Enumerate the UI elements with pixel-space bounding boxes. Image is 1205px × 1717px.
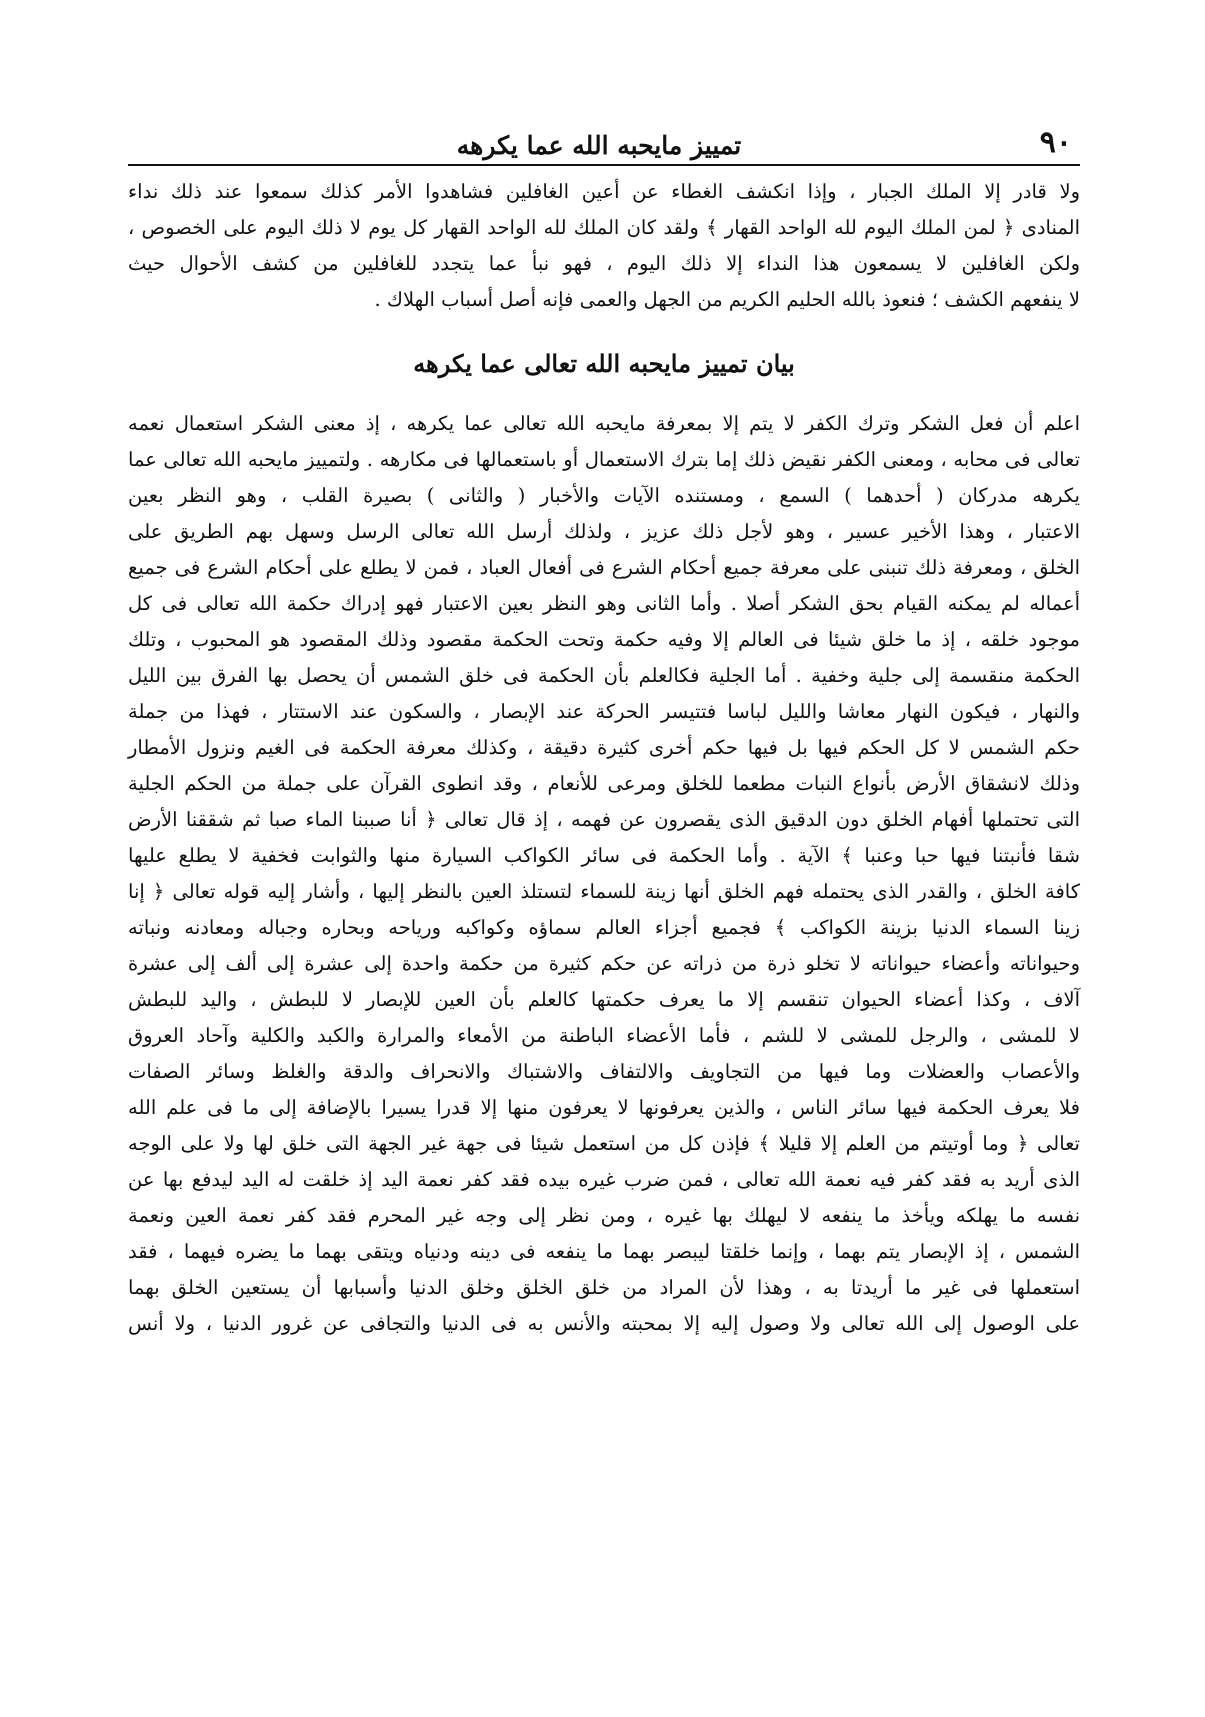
- text-line: الخلق ، ومعرفة ذلك تنبنى على معرفة جميع أحكام الشرع فى أفعال العباد ، فمن لا يطلع على أحكام الشرع فى جميع: [128, 556, 1080, 579]
- text-line: شقا فأنبتنا فيها حبا وعنبا ﴾ الآية . وأما الحكمة فى سائر الكواكب السيارة منها والثوابت فخفية لا يطلع عليها: [128, 844, 1080, 867]
- page-number: ٩٠: [1039, 125, 1072, 160]
- text-line: فلا يعرف الحكمة فيها سائر الناس ، والذين يعرفونها لا يعرفون منها إلا قدرا يسيرا بالإضافة إلى ما فى علم الله: [128, 1096, 1080, 1119]
- text-line: حكم الشمس لا كل الحكم فيها بل فيها حكم أخرى كثيرة دقيقة ، وكذلك معرفة الحكمة فى الغيم ونزول الأمطار: [128, 736, 1080, 759]
- section-heading: بيان تمييز مايحبه الله تعالى عما يكرهه: [413, 349, 795, 378]
- body-paragraph: [128, 406, 1080, 1342]
- text-line: كافة الخلق ، والقدر الذى يحتمله فهم الخلق أنها زينة للسماء لتستلذ العين بالنظر إليها ، وأشار إليه قوله تعالى ﴿ إنا: [128, 880, 1080, 903]
- text-line: يكرهه مدركان ( أحدهما ) السمع ، ومستنده الآيات والأخبار ( والثانى ) بصيرة القلب ، وهو النظر بعين: [128, 484, 1080, 507]
- text-line: نفسه ما يهلكه ويأخذ ما ينفعه لا ليهلك بها غيره ، ومن نظر إلى وجه غير المحرم فقد كفر نعمة العين ونعمة: [128, 1204, 1080, 1227]
- text-line: على الوصول إلى الله تعالى ولا وصول إليه إلا بمحبته والأنس به فى الدنيا والتجافى عن غرور الدنيا ، ولا أنس: [128, 1312, 1080, 1335]
- text-line: ولا قادر إلا الملك الجبار ، وإذا انكشف الغطاء عن أعين الغافلين فشاهدوا الأمر كذلك سمعوا عند ذلك نداء: [128, 180, 1080, 203]
- text-line: الذى أريد به فقد كفر فيه نعمة الله تعالى ، فمن ضرب غيره بيده فقد كفر نعمة اليد إذ خلقت له اليد ليدفع بها عن: [128, 1168, 1080, 1191]
- text-line: والنهار ، فيكون النهار معاشا والليل لباسا فتتيسر الحركة عند الإبصار ، والسكون عند الاستتار ، فهذا من جملة: [128, 700, 1080, 723]
- header-rule: [128, 164, 1080, 166]
- intro-paragraph: [128, 174, 1080, 318]
- text-line: وذلك لانشقاق الأرض بأنواع النبات مطعما للخلق ومرعى للأنعام ، وقد انطوى القرآن على جملة من الحكم الجلية: [128, 772, 1080, 795]
- running-header: [128, 112, 1080, 164]
- text-line: التى تحتملها أفهام الخلق دون الدقيق الذى يقصرون عن فهمه ، إذ قال تعالى ﴿ أنا صببنا الماء صبا ثم شققنا الأرض: [128, 808, 1080, 831]
- text-line: أعماله لم يمكنه القيام بحق الشكر أصلا . وأما الثانى وهو النظر بعين الاعتبار فهو إدراك حكمة الله تعالى فى كل: [128, 592, 1080, 615]
- text-line: المنادى ﴿ لمن الملك اليوم لله الواحد القهار ﴾ ولقد كان الملك لله الواحد القهار كل يوم لا ذلك اليوم على الخصوص ،: [128, 216, 1080, 239]
- running-title: تمييز مايحبه الله عما يكرهه: [456, 131, 742, 160]
- text-line: تعالى فى محابه ، ومعنى الكفر نقيض ذلك إما بترك الاستعمال أو باستعمالها فى مكارهه . ولتمييز مايحبه الله تعالى عما: [128, 448, 1080, 471]
- text-line: اعلم أن فعل الشكر وترك الكفر لا يتم إلا بمعرفة مايحبه الله تعالى عما يكرهه ، إذ معنى الشكر استعمال نعمه: [128, 412, 1080, 435]
- text-line: لا للمشى ، والرجل للمشى لا للشم ، فأما الأعضاء الباطنة من الأمعاء والمرارة والكبد والكلية وآحاد العروق: [128, 1024, 1080, 1047]
- text-line: موجود خلقه ، إذ ما خلق شيئا فى العالم إلا وفيه حكمة وتحت الحكمة مقصود وذلك المقصود هو المحبوب ، وتلك: [128, 628, 1080, 651]
- text-line: الحكمة منقسمة إلى جلية وخفية . أما الجلية فكالعلم بأن الحكمة فى خلق الشمس أن يحصل بها الفرق بين الليل: [128, 664, 1080, 687]
- text-line: استعملها فى غير ما أريدتا به ، وهذا لأن المراد من خلق الخلق وخلق الدنيا وأسبابها أن يستعين الخلق بهما: [128, 1276, 1080, 1299]
- text-line: آلاف ، وكذا أعضاء الحيوان تنقسم إلا ما يعرف حكمتها كالعلم بأن العين للإبصار لا للبطش ، واليد للبطش: [128, 988, 1080, 1011]
- text-line: الشمس ، إذ الإبصار يتم بهما ، وإنما خلقتا ليبصر بهما ما ينفعه فى دينه ودنياه ويتقى بهما ما يضره فيهما ، فقد: [128, 1240, 1080, 1263]
- text-line: زينا السماء الدنيا بزينة الكواكب ﴾ فجميع أجزاء العالم سماؤه وكواكبه ورياحه وبحاره وجباله ومعادنه ونباته: [128, 916, 1080, 939]
- text-line: الاعتبار ، وهذا الأخير عسير ، وهو لأجل ذلك عزيز ، ولذلك أرسل الله تعالى الرسل وسهل بهم الطريق على: [128, 520, 1080, 543]
- text-line: والأعصاب والعضلات وما فيها من التجاويف والالتفاف والاشتباك والانحراف والدقة والغلظ وسائر الصفات: [128, 1060, 1080, 1083]
- text-line: ولكن الغافلين لا يسمعون هذا النداء إلا ذلك اليوم ، فهو نبأ عما يتجدد للغافلين من كشف الأحوال حيث: [128, 252, 1080, 275]
- text-line: تعالى ﴿ وما أوتيتم من العلم إلا قليلا ﴾ فإذن كل من استعمل شيئا فى جهة غير الجهة التى خلق لها ولا على الوجه: [128, 1132, 1080, 1155]
- text-line: وحيواناته وأعضاء حيواناته لا تخلو ذرة من ذراته عن حكم كثيرة من حكمة واحدة إلى عشرة إلى ألف إلى عشرة: [128, 952, 1080, 975]
- text-line: لا ينفعهم الكشف ؛ فنعوذ بالله الحليم الكريم من الجهل والعمى فإنه أصل أسباب الهلاك .: [374, 288, 1080, 311]
- book-page: [128, 112, 1080, 1672]
